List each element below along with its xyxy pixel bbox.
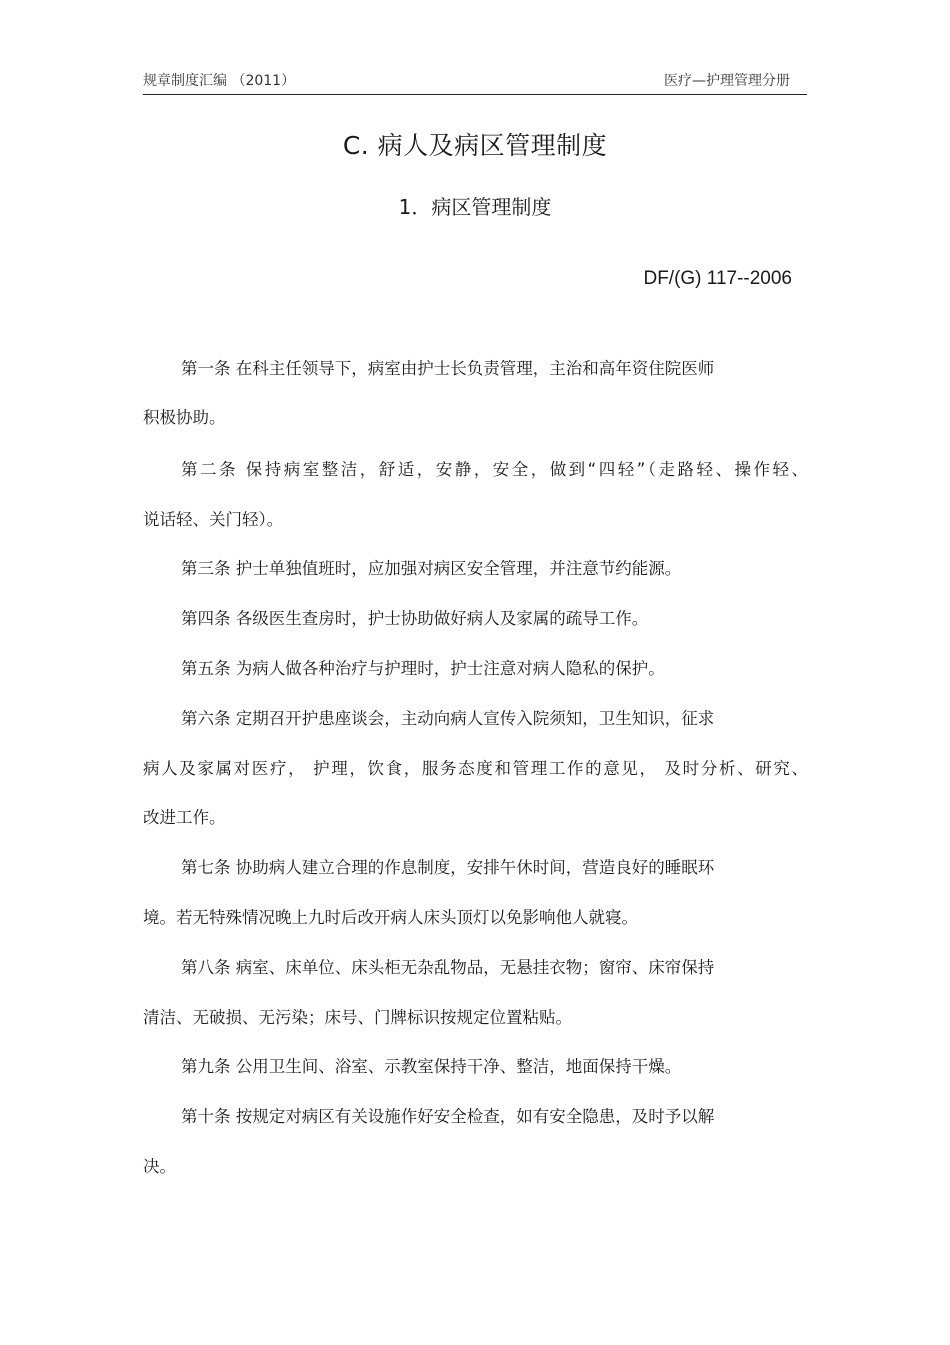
article-10-line-2: 决。: [143, 1157, 176, 1176]
article-2-line-2: 说话轻、关门轻）。: [143, 510, 284, 529]
article-7-line-1: 第七条 协助病人建立合理的作息制度，安排午休时间，营造良好的睡眠环: [181, 858, 715, 877]
article-6-line-1: 第六条 定期召开护患座谈会，主动向病人宣传入院须知，卫生知识，征求: [181, 709, 715, 728]
article-6-line-3: 改进工作。: [143, 808, 226, 827]
article-7-line-2: 境。若无特殊情况晚上九时后改开病人床头顶灯以免影响他人就寝。: [143, 908, 638, 927]
article-5: 第五条 为病人做各种治疗与护理时，护士注意对病人隐私的保护。: [181, 659, 665, 678]
header-divider: [143, 94, 807, 95]
article-8-line-2: 清洁、无破损、无污染；床号、门牌标识按规定位置粘贴。: [143, 1008, 572, 1027]
subsection-title: 1．病区管理制度: [398, 195, 552, 219]
document-code: DF/(G) 117--2006: [643, 268, 792, 289]
article-6-line-2: 病人及家属对医疗， 护理，饮食，服务态度和管理工作的意见， 及时分析、研究、: [143, 759, 808, 778]
article-1-line-2: 积极协助。: [143, 408, 226, 427]
section-title: C. 病人及病区管理制度: [342, 131, 608, 160]
article-3: 第三条 护士单独值班时，应加强对病区安全管理，并注意节约能源。: [181, 559, 682, 578]
running-header-left: 规章制度汇编 （2011）: [143, 73, 296, 89]
running-header-right: 医疗—护理管理分册: [664, 73, 790, 89]
article-2-line-1: 第二条 保持病室整洁，舒适，安静，安全，做到“四轻”（走路轻、操作轻、: [181, 460, 808, 479]
article-8-line-1: 第八条 病室、床单位、床头柜无杂乱物品，无悬挂衣物；窗帘、床帘保持: [181, 958, 715, 977]
article-9: 第九条 公用卫生间、浴室、示教室保持干净、整洁，地面保持干燥。: [181, 1057, 682, 1076]
article-10-line-1: 第十条 按规定对病区有关设施作好安全检查，如有安全隐患，及时予以解: [181, 1107, 715, 1126]
article-1-line-1: 第一条 在科主任领导下，病室由护士长负责管理，主治和高年资住院医师: [181, 359, 715, 378]
article-4: 第四条 各级医生查房时，护士协助做好病人及家属的疏导工作。: [181, 609, 649, 628]
